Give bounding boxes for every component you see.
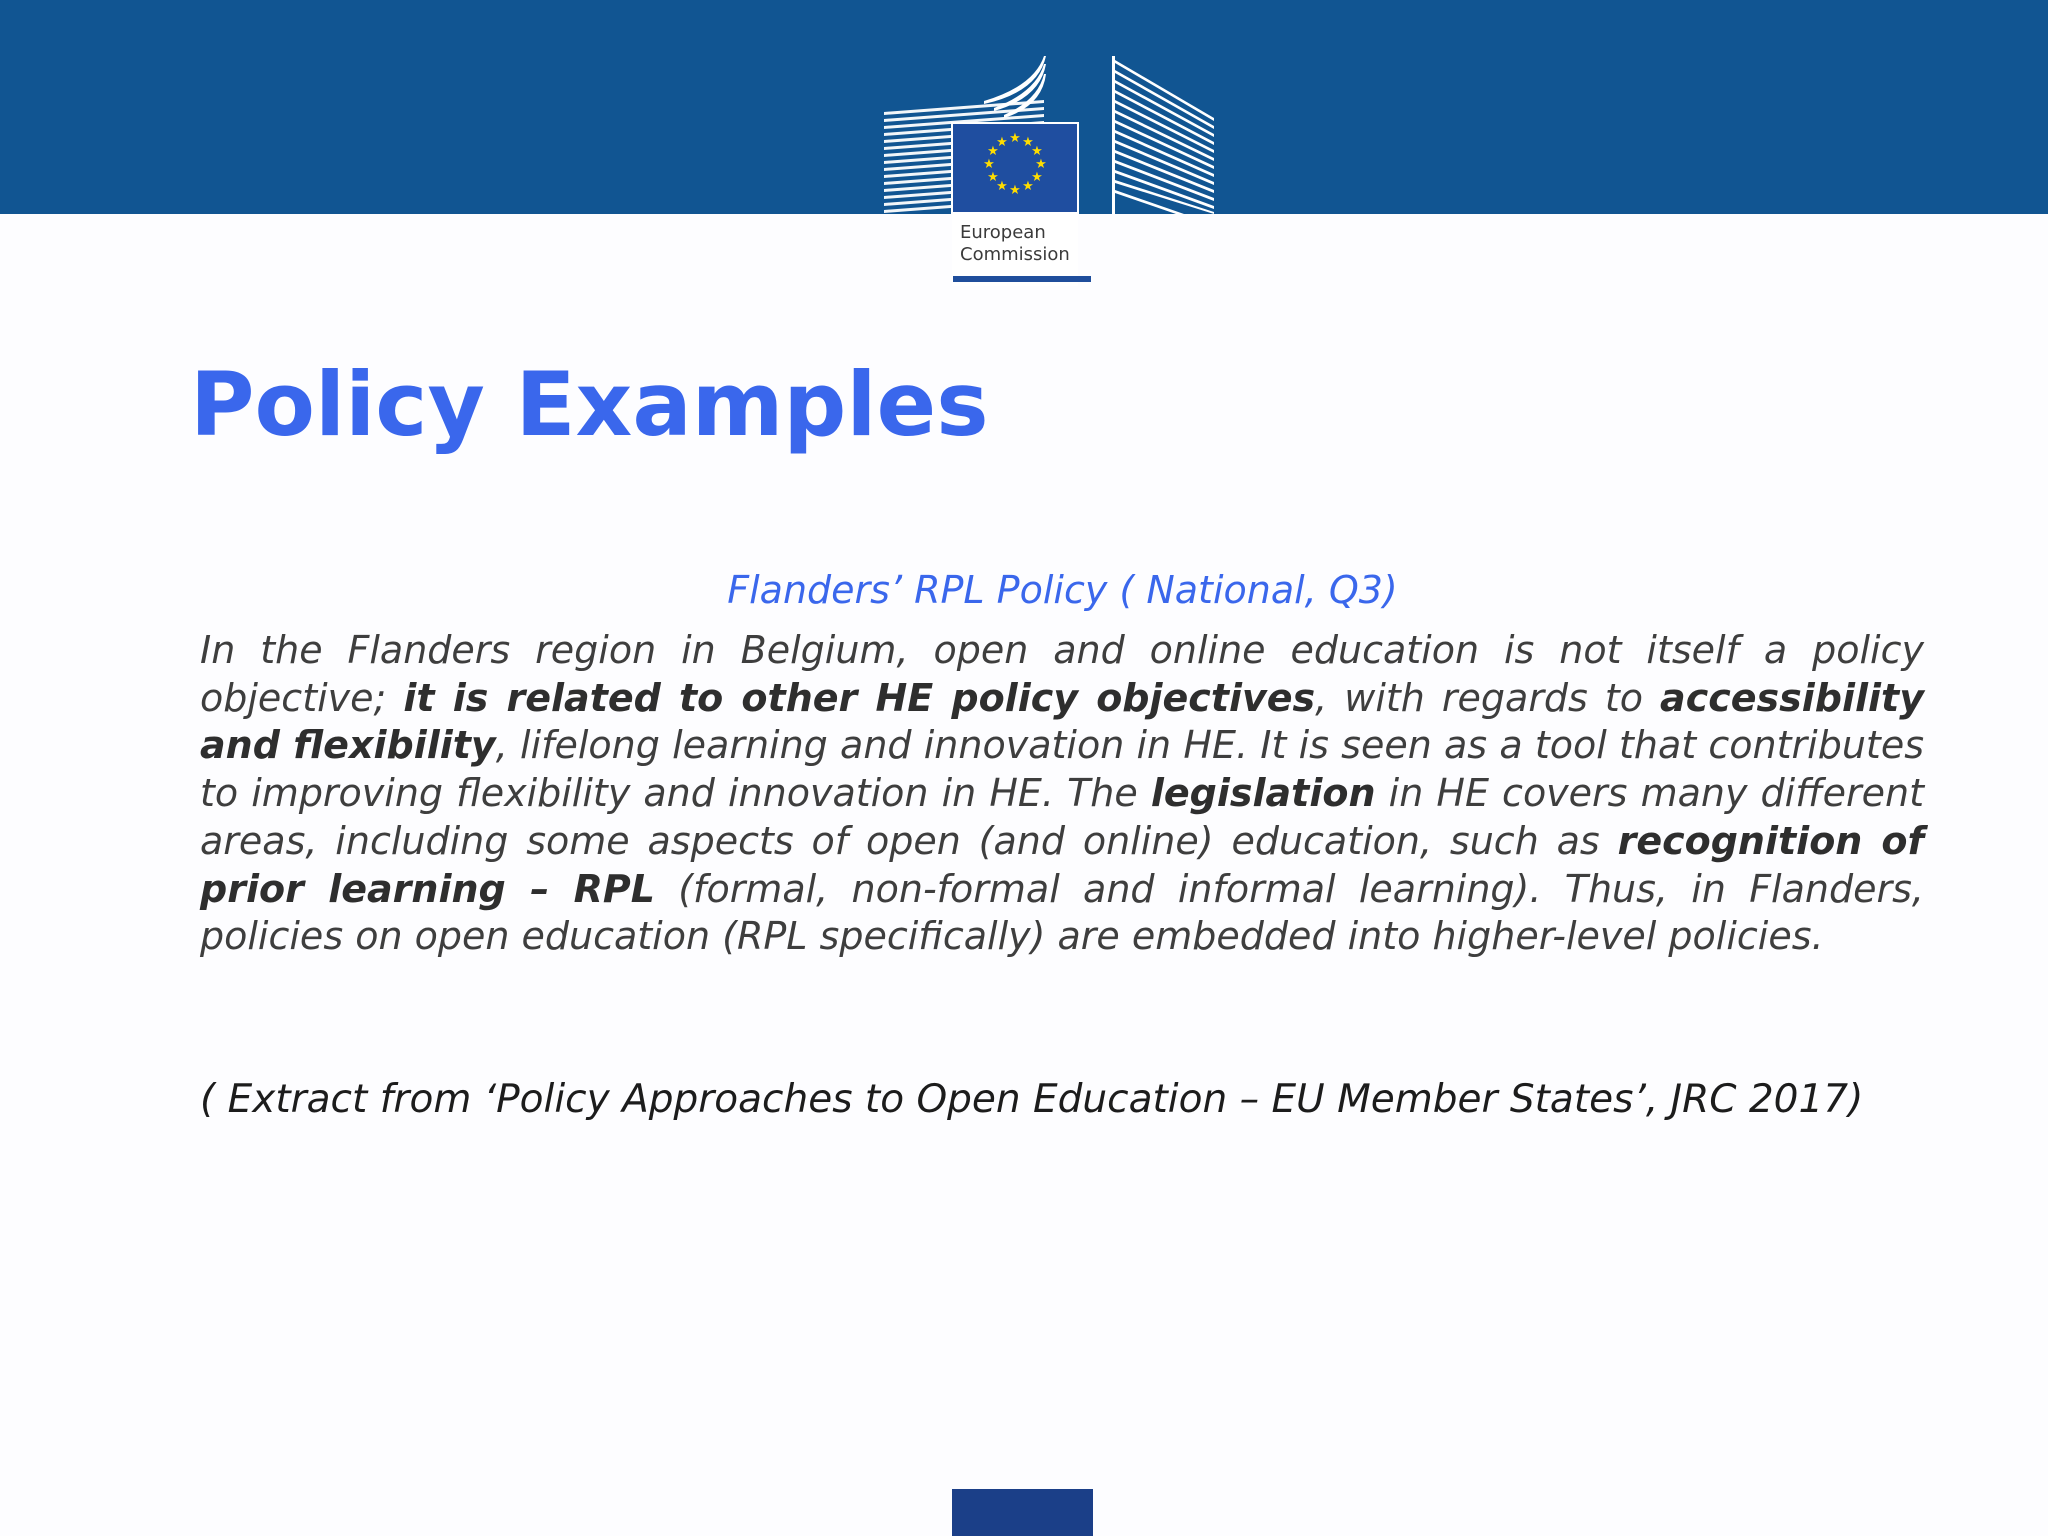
slide-subtitle: Flanders’ RPL Policy ( National, Q3): [727, 568, 1398, 612]
body-paragraph: [200, 627, 1924, 961]
svg-text:★: ★: [996, 179, 1008, 194]
body-text-4: in HE covers many different areas, including some aspects of open (and online) education, such as: [200, 771, 1924, 863]
svg-text:★: ★: [1035, 157, 1047, 172]
body-text-1: In the Flanders region in Belgium, open and online education is not itself a policy objective;: [200, 628, 1924, 720]
body-text-5: (formal, non-formal and informal learning). Thus, in Flanders, policies on open education (RPL specifically) are embedded into higher-level policies.: [200, 866, 1924, 959]
logo-line-1: European: [960, 222, 1046, 243]
body-text-3: , lifelong learning and innovation in HE. It is seen as a tool that contributes to improving flexibility and innovation in HE. The: [200, 723, 1924, 816]
svg-text:★: ★: [1022, 179, 1034, 194]
body-bold-4: recognition of prior learning – RPL: [200, 818, 1924, 911]
logo-line-2: Commission: [960, 244, 1070, 265]
footer-flag: [952, 1489, 1093, 1536]
svg-text:★: ★: [987, 144, 999, 159]
body-bold-3: legislation: [1150, 771, 1376, 816]
body-bold-1: it is related to other HE policy objectives: [403, 675, 1316, 720]
svg-text:★: ★: [1031, 144, 1043, 159]
body-bold-2: accessibility and flexibility: [200, 675, 1924, 768]
svg-text:★: ★: [983, 157, 995, 172]
svg-text:★: ★: [987, 170, 999, 185]
svg-text:★: ★: [1022, 135, 1034, 150]
logo-underline: [953, 276, 1091, 282]
svg-text:★: ★: [1009, 183, 1021, 198]
svg-text:★: ★: [996, 135, 1008, 150]
svg-text:★: ★: [1031, 170, 1043, 185]
body-text-2: , with regards to: [1315, 675, 1661, 720]
svg-text:★: ★: [1009, 131, 1021, 146]
source-citation: ( Extract from ‘Policy Approaches to Open Education – EU Member States’, JRC 2017): [200, 1077, 1864, 1122]
slide-title: Policy Examples: [190, 353, 989, 456]
logo-wordmark: [960, 222, 1070, 266]
